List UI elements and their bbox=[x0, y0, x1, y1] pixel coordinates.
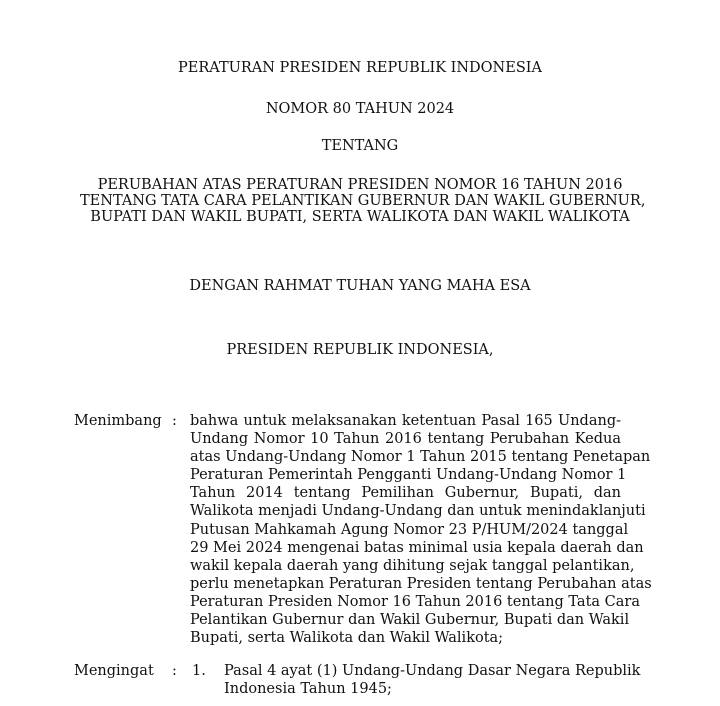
regulation-subject bbox=[80, 177, 646, 225]
paragraph-line: Putusan Mahkamah Agung Nomor 23 P/HUM/2024 tanggal bbox=[190, 521, 629, 538]
menimbang-label: Menimbang bbox=[74, 413, 162, 429]
paragraph-line: perlu menetapkan Peraturan Presiden tentang Perubahan atas bbox=[190, 575, 652, 592]
paragraph-line: Pelantikan Gubernur dan Wakil Gubernur, Bupati dan Wakil bbox=[190, 612, 630, 629]
paragraph-line: wakil kepala daerah yang dihitung sejak tanggal pelantikan, bbox=[190, 557, 635, 574]
subject-line: TENTANG TATA CARA PELANTIKAN GUBERNUR DAN WAKIL GUBERNUR, bbox=[80, 193, 646, 209]
menimbang-colon: : bbox=[172, 413, 177, 429]
mengingat-item bbox=[224, 662, 641, 698]
paragraph-line: Peraturan Pemerintah Pengganti Undang-Undang Nomor 1 bbox=[190, 467, 627, 484]
paragraph-line: Walikota menjadi Undang-Undang dan untuk menindaklanjuti bbox=[190, 503, 646, 520]
invocation: DENGAN RAHMAT TUHAN YANG MAHA ESA bbox=[189, 278, 531, 294]
paragraph-line: atas Undang-Undang Nomor 1 Tahun 2015 tentang Penetapan bbox=[190, 449, 651, 466]
item-line: Pasal 4 ayat (1) Undang-Undang Dasar Negara Republik bbox=[224, 663, 641, 679]
president-heading: PRESIDEN REPUBLIK INDONESIA, bbox=[226, 342, 494, 358]
subject-line: BUPATI DAN WAKIL BUPATI, SERTA WALIKOTA DAN WAKIL WALIKOTA bbox=[90, 209, 630, 225]
mengingat-item-number: 1. bbox=[192, 663, 206, 679]
mengingat-colon: : bbox=[172, 663, 177, 679]
paragraph-line: 29 Mei 2024 mengenai batas minimal usia kepala daerah dan bbox=[190, 539, 644, 556]
mengingat-label: Mengingat bbox=[74, 663, 154, 679]
about-heading: TENTANG bbox=[321, 138, 399, 154]
menimbang-paragraph bbox=[190, 412, 652, 647]
regulation-number: NOMOR 80 TAHUN 2024 bbox=[265, 101, 455, 117]
regulation-title: PERATURAN PRESIDEN REPUBLIK INDONESIA bbox=[178, 60, 542, 76]
paragraph-line: bahwa untuk melaksanakan ketentuan Pasal 165 Undang- bbox=[190, 413, 621, 429]
subject-line: PERUBAHAN ATAS PERATURAN PRESIDEN NOMOR 16 TAHUN 2016 bbox=[97, 177, 623, 193]
paragraph-line: Bupati, serta Walikota dan Wakil Walikota; bbox=[190, 630, 504, 647]
item-line: Indonesia Tahun 1945; bbox=[224, 681, 392, 697]
paragraph-line: Peraturan Presiden Nomor 16 Tahun 2016 tentang Tata Cara bbox=[190, 593, 640, 610]
paragraph-line: Tahun 2014 tentang Pemilihan Gubernur, Bupati, dan bbox=[190, 485, 621, 502]
paragraph-line: Undang Nomor 10 Tahun 2016 tentang Perubahan Kedua bbox=[190, 431, 621, 448]
